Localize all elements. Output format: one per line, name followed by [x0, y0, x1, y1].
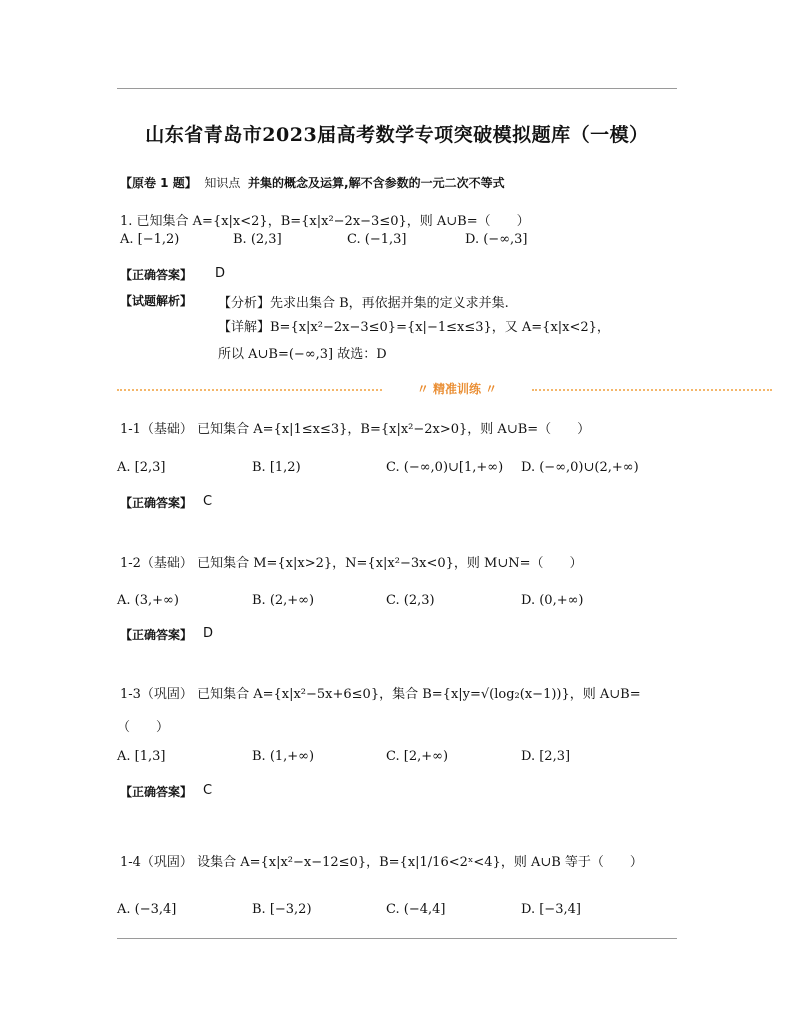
practice-1-option-d: D. (−∞,0)∪(2,+∞) [521, 460, 639, 475]
original-answer: D [215, 266, 226, 281]
practice-3-option-b: B. (1,+∞) [252, 749, 315, 764]
original-answer-label: 【正确答案】 [120, 268, 193, 282]
practice-4-option-b: B. [−3,2) [252, 902, 312, 917]
practice-question-2: 1-2（基础） 已知集合 M={x|x>2}，N={x|x²−3x<0}，则 M∪N=（ ） [120, 556, 583, 571]
practice-1-option-b: B. [1,2) [252, 460, 301, 475]
original-option-d: D. (−∞,3] [465, 232, 528, 247]
practice-question-3-cont: （ ） [117, 720, 170, 735]
practice-3-option-d: D. [2,3] [521, 749, 571, 764]
practice-4-option-d: D. [−3,4] [521, 902, 581, 917]
practice-question-1: 1-1（基础） 已知集合 A={x|1≤x≤3}，B={x|x²−2x>0}，则 A∪B=（ ） [120, 422, 591, 437]
original-option-b: B. (2,3] [233, 232, 282, 247]
practice-3-answer-label: 【正确答案】 [120, 785, 193, 799]
original-question: 1. 已知集合 A={x|x<2}，B={x|x²−2x−3≤0}，则 A∪B=（ ） [120, 214, 530, 229]
knowledge-point-text: 并集的概念及运算,解不含参数的一元二次不等式 [248, 176, 505, 190]
original-option-c: C. (−1,3] [347, 232, 407, 247]
original-option-a: A. [−1,2) [120, 232, 180, 247]
practice-1-answer: C [203, 494, 213, 509]
practice-3-option-a: A. [1,3] [117, 749, 166, 764]
practice-3-answer: C [203, 783, 213, 798]
analysis-line-2: 【详解】B={x|x²−2x−3≤0}={x|−1≤x≤3}，又 A={x|x<2}， [218, 320, 610, 335]
page-title: 山东省青岛市2023届高考数学专项突破模拟题库（一模） [145, 124, 649, 146]
question-meta [120, 174, 505, 191]
analysis-label: 【试题解析】 [120, 294, 193, 308]
practice-2-option-c: C. (2,3) [386, 593, 435, 608]
practice-4-option-c: C. (−4,4] [386, 902, 446, 917]
practice-2-option-a: A. (3,+∞) [117, 593, 179, 608]
divider-title: 〃 精准训练 〃 [416, 382, 498, 396]
practice-question-4: 1-4（巩固） 设集合 A={x|x²−x−12≤0}，B={x|1/16<2ˣ<4}，则 A∪B 等于（ ） [120, 855, 643, 870]
practice-2-option-b: B. (2,+∞) [252, 593, 315, 608]
knowledge-point-label: 知识点 [204, 176, 241, 190]
practice-3-option-c: C. [2,+∞) [386, 749, 449, 764]
practice-question-3: 1-3（巩固） 已知集合 A={x|x²−5x+6≤0}，集合 B={x|y=√(log₂(x−1))}，则 A∪B= [120, 687, 641, 702]
divider-dots-right [532, 389, 772, 391]
section-divider [117, 380, 772, 400]
analysis-line-1: 【分析】先求出集合 B，再依据并集的定义求并集. [218, 296, 509, 311]
practice-1-answer-label: 【正确答案】 [120, 496, 193, 510]
analysis-line-3: 所以 A∪B=(−∞,3] 故选：D [218, 347, 387, 362]
practice-1-option-c: C. (−∞,0)∪[1,+∞) [386, 460, 504, 475]
practice-2-option-d: D. (0,+∞) [521, 593, 584, 608]
practice-4-option-a: A. (−3,4] [117, 902, 177, 917]
source-tag: 【原卷 1 题】 [120, 176, 197, 190]
practice-2-answer-label: 【正确答案】 [120, 628, 193, 642]
bottom-rule [117, 938, 677, 939]
divider-dots-left [117, 389, 382, 391]
practice-2-answer: D [203, 626, 214, 641]
top-rule [117, 88, 677, 89]
practice-1-option-a: A. [2,3] [117, 460, 166, 475]
